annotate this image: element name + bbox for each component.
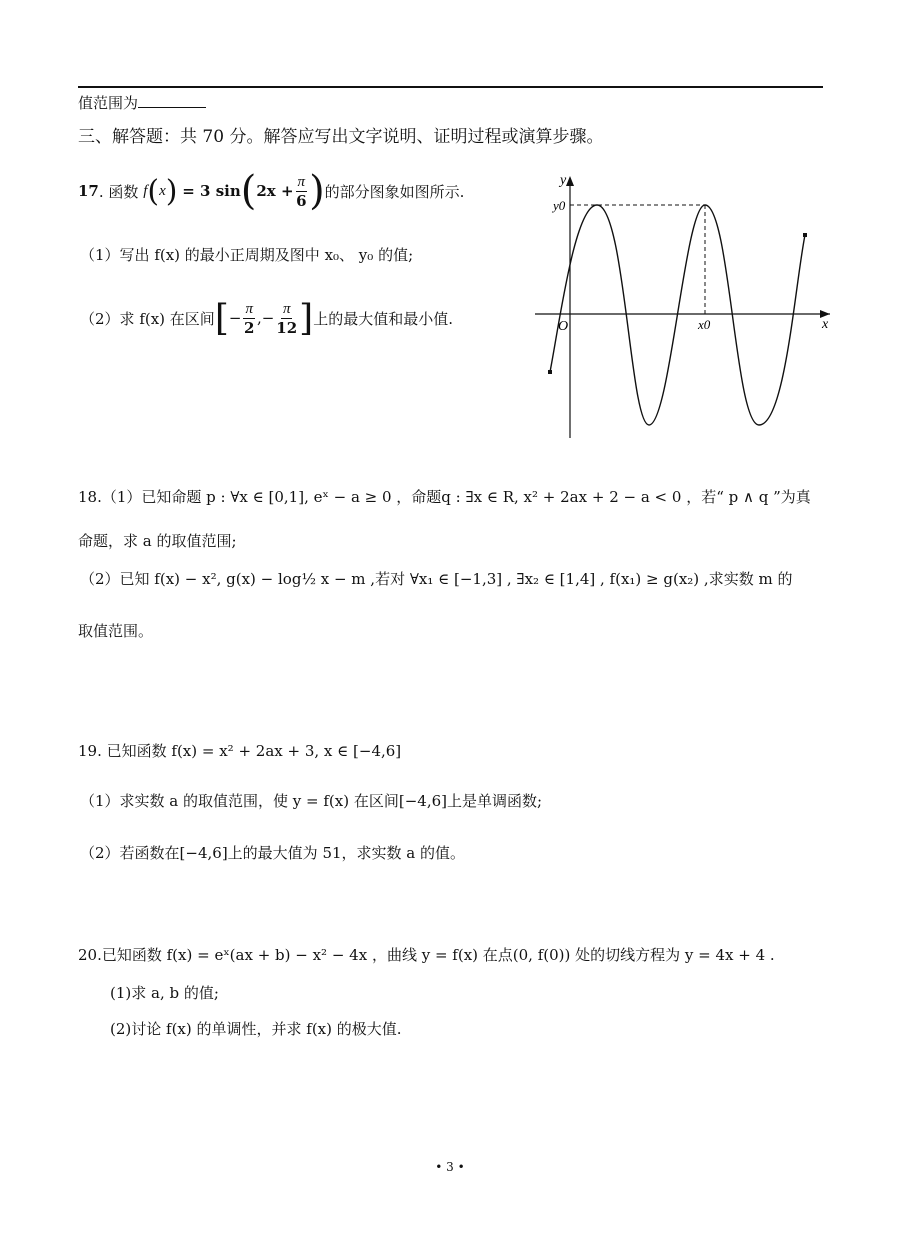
curve-end-point	[803, 233, 807, 237]
page-number: • 3 •	[435, 1160, 465, 1174]
q17-func-f: f	[143, 182, 148, 199]
q17-part1-text: 写出 f(x) 的最小正周期及图中 x₀、 y₀ 的值;	[119, 246, 414, 264]
q20-line2: (1)求 a, b 的值;	[110, 984, 219, 1002]
q19-line3: （2）若函数在[−4,6]上的最大值为 51，求实数 a 的值。	[80, 844, 466, 862]
q17-intro-post: 的部分图象如图所示.	[324, 182, 465, 201]
q18-line4: 取值范围。	[78, 622, 154, 640]
q18-line2: 命题，求 a 的取值范围;	[78, 532, 237, 550]
q17-number: 17	[78, 182, 99, 200]
q17-fraction	[296, 173, 308, 210]
q17-frac-den: 6	[296, 191, 307, 210]
q17-interval-a-den: 2	[243, 318, 255, 337]
q17-intro-pre: . 函数	[98, 182, 139, 201]
fill-blank-line	[78, 92, 206, 113]
q17-frac-num: π	[297, 173, 306, 190]
q19-line1: 19. 已知函数 f(x) = x² + 2ax + 3, x ∈ [−4,6]	[78, 742, 402, 760]
q17-interval-a-num: π	[245, 300, 253, 317]
q17-interval-b-den: 12	[276, 318, 298, 337]
y-axis-label: y	[560, 173, 567, 188]
q17-part2-post: 上的最大值和最小值.	[313, 309, 453, 328]
q17-func-eq: = 3 sin	[182, 182, 241, 200]
x-axis-label: x	[822, 317, 829, 332]
q17-part1	[80, 244, 413, 265]
top-rule	[78, 86, 823, 88]
q17-func-x: x	[159, 182, 166, 199]
q17-part1-label: （1）	[80, 246, 120, 264]
x0-label: x0	[698, 317, 711, 332]
q18-line3: （2）已知 f(x) − x², g(x) − log½ x − m ,若对 ∀x₁ ∈ [−1,3] , ∃x₂ ∈ [1,4] , f(x₁) ≥ g(x₂) ,求实数 m 的	[80, 570, 793, 588]
curve-start-point	[548, 370, 552, 374]
q17-interval-b-num: π	[282, 300, 291, 317]
y-axis-arrow	[566, 176, 574, 186]
section-title: 三、解答题：共 70 分。解答应写出文字说明、证明过程或演算步骤。	[78, 127, 604, 147]
answer-blank	[138, 93, 206, 108]
q17-part2-pre: 求 f(x) 在区间	[119, 309, 215, 328]
q17-part2: （2） 求 f(x) 在区间 [ − $\frac{\pi}{2}$ ,− $\frac{\pi}{12}$ ] 上的最大值和最小值.	[80, 297, 453, 339]
q19-line2: （1）求实数 a 的取值范围，使 y = f(x) 在区间[−4,6]上是单调函数;	[80, 792, 543, 810]
sine-graph	[530, 170, 835, 445]
fill-line-label: 值范围为	[78, 94, 139, 112]
q17-intro: 17 . 函数 f ( x ) = 3 sin ( 2x + $\frac{\pi}{6}$ ) 的部分图象如图所示.	[78, 168, 465, 214]
origin-label: O	[558, 319, 569, 334]
q18-line1: 18.（1）已知命题 p : ∀x ∈ [0,1], eˣ − a ≥ 0 ，命题q : ∃x ∈ R, x² + 2ax + 2 − a < 0 ，若“ p ∧ q ”为真	[78, 488, 811, 506]
q17-func-arg: 2x +	[256, 182, 294, 200]
q20-line1: 20.已知函数 f(x) = eˣ(ax + b) − x² − 4x ，曲线 y = f(x) 在点(0, f(0)) 处的切线方程为 y = 4x + 4 .	[78, 946, 775, 964]
q17-interval-b	[276, 300, 297, 337]
q17-part2-label: （2）	[80, 309, 120, 328]
q17-interval-a	[243, 300, 255, 337]
sine-curve	[550, 205, 805, 425]
q20-line3: (2)讨论 f(x) 的单调性，并求 f(x) 的极大值.	[110, 1020, 402, 1038]
y0-label: y0	[553, 198, 566, 213]
